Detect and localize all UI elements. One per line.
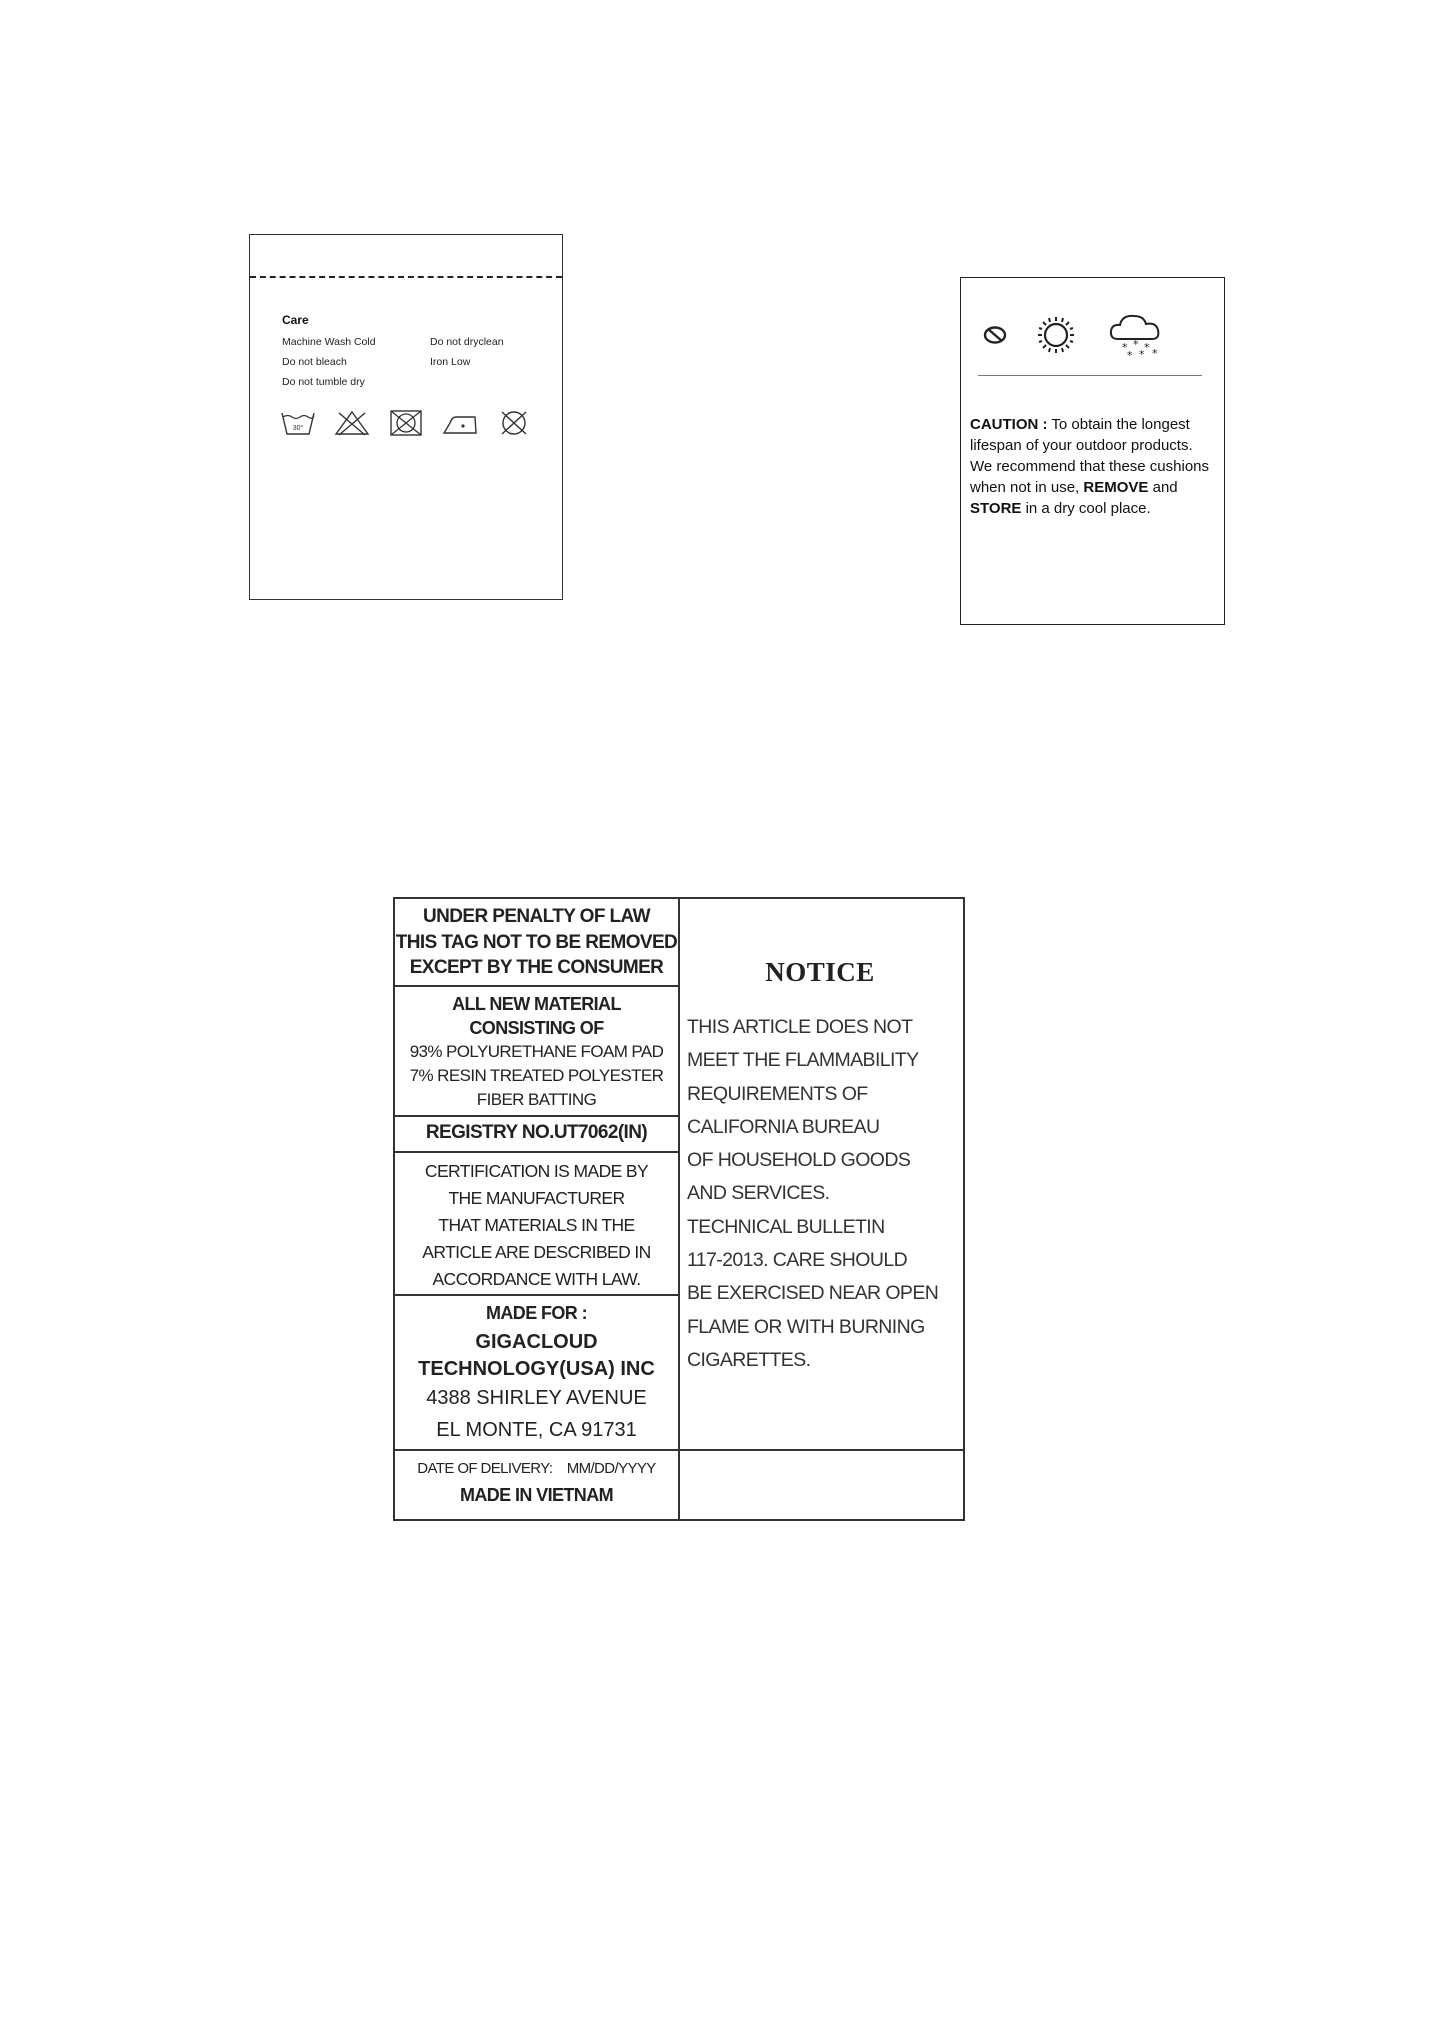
delivery-date: MM/DD/YYYY bbox=[566, 1460, 656, 1477]
svg-text:*: * bbox=[1144, 341, 1150, 354]
notice-line: CIGARETTES. bbox=[687, 1348, 811, 1371]
notice-line: TECHNICAL BULLETIN bbox=[687, 1215, 885, 1238]
caution-label: CAUTION : bbox=[970, 416, 1048, 433]
penalty-line: EXCEPT BY THE CONSUMER bbox=[409, 957, 664, 978]
certification-line: ACCORDANCE WITH LAW. bbox=[432, 1269, 641, 1289]
do-not-tumble-dry-icon bbox=[388, 409, 424, 437]
iron-low-icon bbox=[442, 409, 478, 437]
row-divider bbox=[395, 1151, 678, 1153]
svg-text:*: * bbox=[1152, 347, 1158, 360]
column-divider bbox=[678, 899, 680, 1519]
caution-body-end: in a dry cool place. bbox=[1021, 500, 1151, 517]
row-divider bbox=[395, 1115, 678, 1117]
certification-line: THE MANUFACTURER bbox=[448, 1188, 625, 1208]
care-instruction: Iron Low bbox=[430, 356, 471, 368]
notice-line: AND SERVICES. bbox=[687, 1182, 830, 1205]
fold-line bbox=[250, 276, 562, 278]
material-section bbox=[395, 992, 678, 1112]
company-name: TECHNOLOGY(USA) INC bbox=[418, 1358, 655, 1380]
certification-line: ARTICLE ARE DESCRIBED IN bbox=[422, 1242, 651, 1262]
notice-line: REQUIREMENTS OF bbox=[687, 1082, 868, 1105]
divider bbox=[978, 375, 1202, 376]
material-line: 93% POLYURETHANE FOAM PAD bbox=[409, 1042, 664, 1061]
notice-text bbox=[687, 1011, 962, 1377]
delivery-section bbox=[395, 1455, 678, 1507]
notice-line: CALIFORNIA BUREAU bbox=[687, 1115, 880, 1138]
company-name: GIGACLOUD bbox=[475, 1331, 598, 1353]
notice-line: OF HOUSEHOLD GOODS bbox=[687, 1149, 911, 1172]
material-heading: ALL NEW MATERIAL bbox=[452, 994, 621, 1014]
caution-tag bbox=[960, 277, 1225, 625]
svg-text:*: * bbox=[1139, 348, 1145, 361]
penalty-line: UNDER PENALTY OF LAW bbox=[423, 906, 650, 927]
made-for-label: MADE FOR : bbox=[486, 1303, 587, 1323]
care-instruction: Do not dryclean bbox=[430, 336, 504, 348]
care-instruction: Do not tumble dry bbox=[282, 376, 365, 388]
address-line: 4388 SHIRLEY AVENUE bbox=[426, 1387, 647, 1409]
care-title: Care bbox=[282, 313, 309, 327]
material-line: 7% RESIN TREATED POLYESTER bbox=[409, 1066, 664, 1085]
row-divider bbox=[395, 1294, 678, 1296]
row-divider bbox=[395, 985, 678, 987]
registry-number: REGISTRY NO.UT7062(IN) bbox=[425, 1122, 648, 1143]
material-line: FIBER BATTING bbox=[476, 1090, 597, 1109]
remove-word: REMOVE bbox=[1083, 479, 1149, 496]
country-of-origin: MADE IN VIETNAM bbox=[459, 1485, 613, 1505]
care-label bbox=[249, 234, 563, 600]
care-instruction: Machine Wash Cold bbox=[282, 336, 376, 348]
notice-line: 117-2013. CARE SHOULD bbox=[687, 1249, 908, 1272]
svg-text:*: * bbox=[1127, 349, 1133, 361]
penalty-notice bbox=[395, 904, 678, 981]
certification-statement bbox=[395, 1158, 678, 1293]
svg-text:*: * bbox=[1133, 338, 1139, 351]
certification-line: THAT MATERIALS IN THE bbox=[438, 1215, 635, 1235]
wash-temp: 30° bbox=[292, 425, 304, 432]
snow-cloud-icon bbox=[1106, 311, 1172, 361]
address-line: EL MONTE, CA 91731 bbox=[436, 1419, 637, 1441]
row-divider bbox=[395, 1449, 965, 1451]
notice-line: THIS ARTICLE DOES NOT bbox=[687, 1016, 913, 1038]
notice-line: FLAME OR WITH BURNING bbox=[687, 1315, 925, 1338]
svg-text:*: * bbox=[1122, 341, 1128, 354]
penalty-line: THIS TAG NOT TO BE REMOVED bbox=[395, 931, 678, 953]
do-not-dryclean-icon bbox=[496, 409, 532, 437]
do-not-bleach-icon bbox=[334, 409, 370, 437]
notice-line: BE EXERCISED NEAR OPEN bbox=[687, 1282, 939, 1305]
store-word: STORE bbox=[970, 500, 1022, 517]
caution-body: To obtain the longest lifespan of your outdoor products. We recommend that these cushions when not in use, bbox=[970, 416, 1210, 496]
certification-line: CERTIFICATION IS MADE BY bbox=[424, 1161, 649, 1181]
sun-icon bbox=[1031, 313, 1081, 357]
caution-text bbox=[970, 414, 1215, 519]
wash-30-icon bbox=[280, 409, 316, 437]
law-tag bbox=[393, 897, 965, 1521]
and-word: and bbox=[1148, 479, 1178, 496]
notice-title: NOTICE bbox=[765, 957, 875, 987]
notice-line: MEET THE FLAMMABILITY bbox=[687, 1049, 919, 1072]
prohibited-icon bbox=[982, 324, 1008, 346]
care-instruction: Do not bleach bbox=[282, 356, 347, 368]
material-heading: CONSISTING OF bbox=[469, 1018, 604, 1038]
made-for-section bbox=[395, 1299, 678, 1446]
delivery-label: DATE OF DELIVERY: bbox=[417, 1460, 553, 1477]
